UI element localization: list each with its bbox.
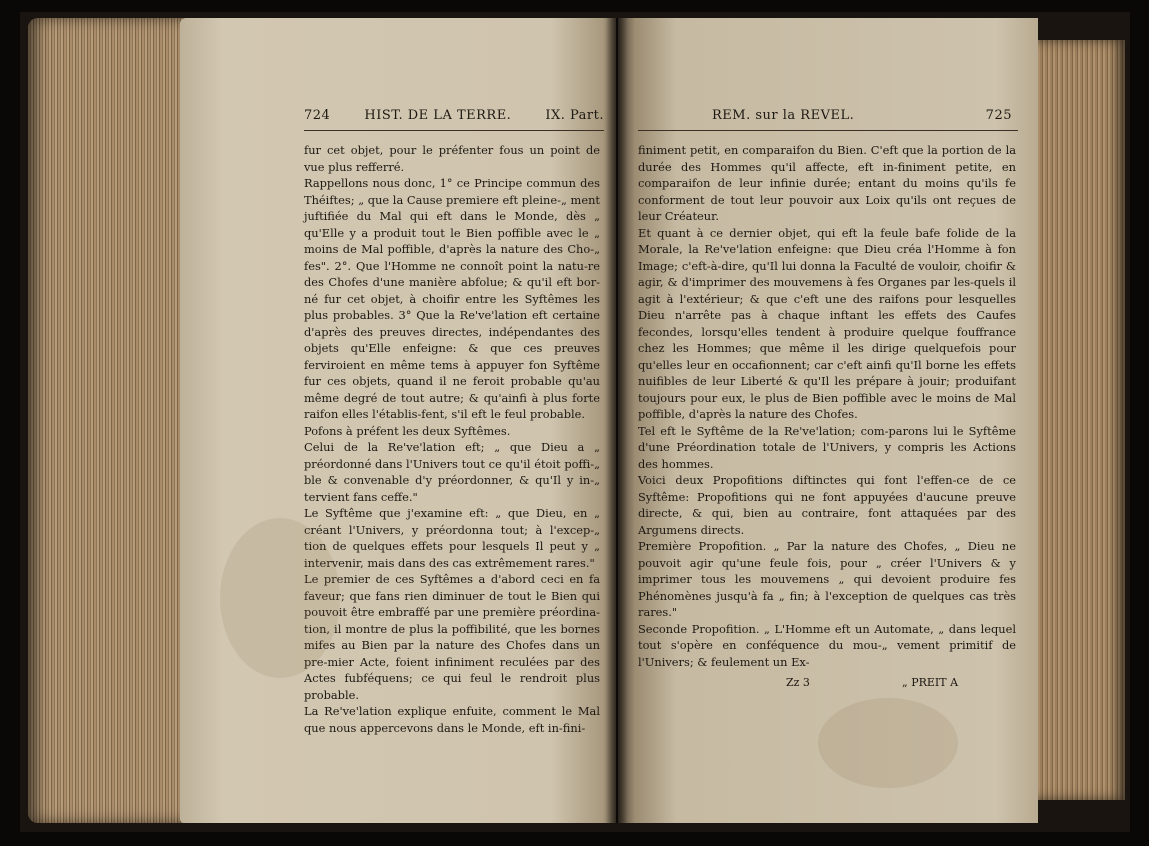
- catchword: „ PREIT A: [902, 676, 959, 689]
- left-page: [180, 18, 616, 823]
- right-page: [618, 18, 1038, 823]
- right-fore-edge: [1035, 40, 1125, 800]
- part-label: IX. Part.: [545, 108, 604, 123]
- paper-stain: [220, 518, 340, 678]
- left-page-body: fur cet objet, pour le préfenter fous un point de vue plus refferré. Rappellons nous donc, 1° ce Principe commun des Théiftes; „ que la Cause premiere eft pleine-„ ment juftifiée du Mal qui eft dans le Monde, dès „ qu'Elle y a produit tout le Bien poffible avec le „ moins de Mal poffible, d'après la nature des Cho-„ fes". 2°. Que l'Homme ne connoît point la natu-re des Chofes d'une manière abfolue; & qu'il eft bor-né fur cet objet, à choifir entre les Syftêmes les plus probables. 3° Que la Re've'lation eft certaine d'après des preuves directes, indépendantes des objets qu'Elle enfeigne: & que ces preuves ferviroient en même tems à appuyer fon Syftême fur ces objets, quand il ne feroit probable qu'au même degré de tout autre; & qu'ainfi à plus forte raifon elles l'établis-fent, s'il eft le feul probable. Pofons à préfent les deux Syftêmes. Celui de la Re've'lation eft; „ que Dieu a „ préordonné dans l'Univers tout ce qu'il étoit poffi-„ ble & convenable d'y préordonner, & qu'Il y in-„ tervient fans ceffe." Le Syftême que j'examine eft: „ que Dieu, en „ créant l'Univers, y préordonna tout; à l'excep-„ tion de quelques effets pour lesquels Il peut y „ intervenir, mais dans des cas extrêmement rares." Le premier de ces Syftêmes a d'abord ceci en fa faveur; que fans rien diminuer de tout le Bien qui pouvoit être embraffé par une première préordina-tion, il montre de plus la poffibilité, que les bornes mifes au Bien par la nature des Chofes dans un pre-mier Acte, foient infiniment reculées par des Actes fubféquens; ce qui feul le rendroit plus probable. La Re've'lation explique enfuite, comment le Mal que nous appercevons dans le Monde, eft in-fini-: [304, 143, 600, 735]
- left-page-header: [304, 108, 604, 123]
- running-title: REM. sur la REVEL.: [712, 108, 855, 123]
- book-gutter: [606, 18, 628, 823]
- right-page-header: [712, 108, 1012, 123]
- page-number: 724: [304, 108, 331, 123]
- right-page-body: finiment petit, en comparaifon du Bien. C'eft que la portion de la durée des Hommes qu'il affecte, eft in-finiment petite, en comparaifon de leur infinie durée; entant du moins qu'ils fe conforment de tout leur pouvoir aux Loix qu'ils ont reçues de leur Créateur. Et quant à ce dernier objet, qui eft la feule bafe folide de la Morale, la Re've'lation enfeigne: que Dieu créa l'Homme à fon Image; c'eft-à-dire, qu'Il lui donna la Faculté de vouloir, choifir & agir, & d'imprimer des mouvemens à fes Organes par les-quels il agit à l'extérieur; & que c'eft une des raifons pour lesquelles Dieu n'arrête pas à chaque inftant les effets des Caufes fecondes, lorsqu'elles tendent à produire quelque fouffrance chez les Hommes; que même il les dirige quelquefois pour qu'elles leur en occafionnent; car c'eft ainfi qu'Il borne les effets nuifibles de leur Liberté & qu'Il les prépare à jouir; produifant toujours pour eux, le plus de Bien poffible avec le moins de Mal poffible, d'après la nature des Chofes. Tel eft le Syftême de la Re've'lation; com-parons lui le Syftême d'une Préordination totale de l'Univers, y compris les Actions des hommes. Voici deux Propofitions diftinctes qui font l'effen-ce de ce Syftême: Propofitions qui ne font appuyées d'aucune preuve directe, & qui, bien au contraire, font attaquées par des Argumens directs. Première Propofition. „ Par la nature des Chofes, „ Dieu ne pouvoit agir qu'une feule fois, pour „ créer l'Univers & y imprimer tous les mouvemens „ qui devoient produire fes Phénomènes jusqu'à fa „ fin; à l'exception de quelques cas très rares." Seconde Propofition. „ L'Homme eft un Automate, „ dans lequel tout s'opère en conféquence du mou-„ vement primitif de l'Univers; & feulement un Ex-: [638, 143, 1016, 669]
- header-rule: [638, 130, 1018, 131]
- running-title: HIST. DE LA TERRE.: [364, 108, 512, 123]
- paper-stain: [818, 698, 958, 788]
- signature-mark: Zz 3: [786, 676, 810, 689]
- left-fore-edge: [28, 18, 193, 823]
- page-number: 725: [985, 108, 1012, 123]
- header-rule: [304, 130, 604, 131]
